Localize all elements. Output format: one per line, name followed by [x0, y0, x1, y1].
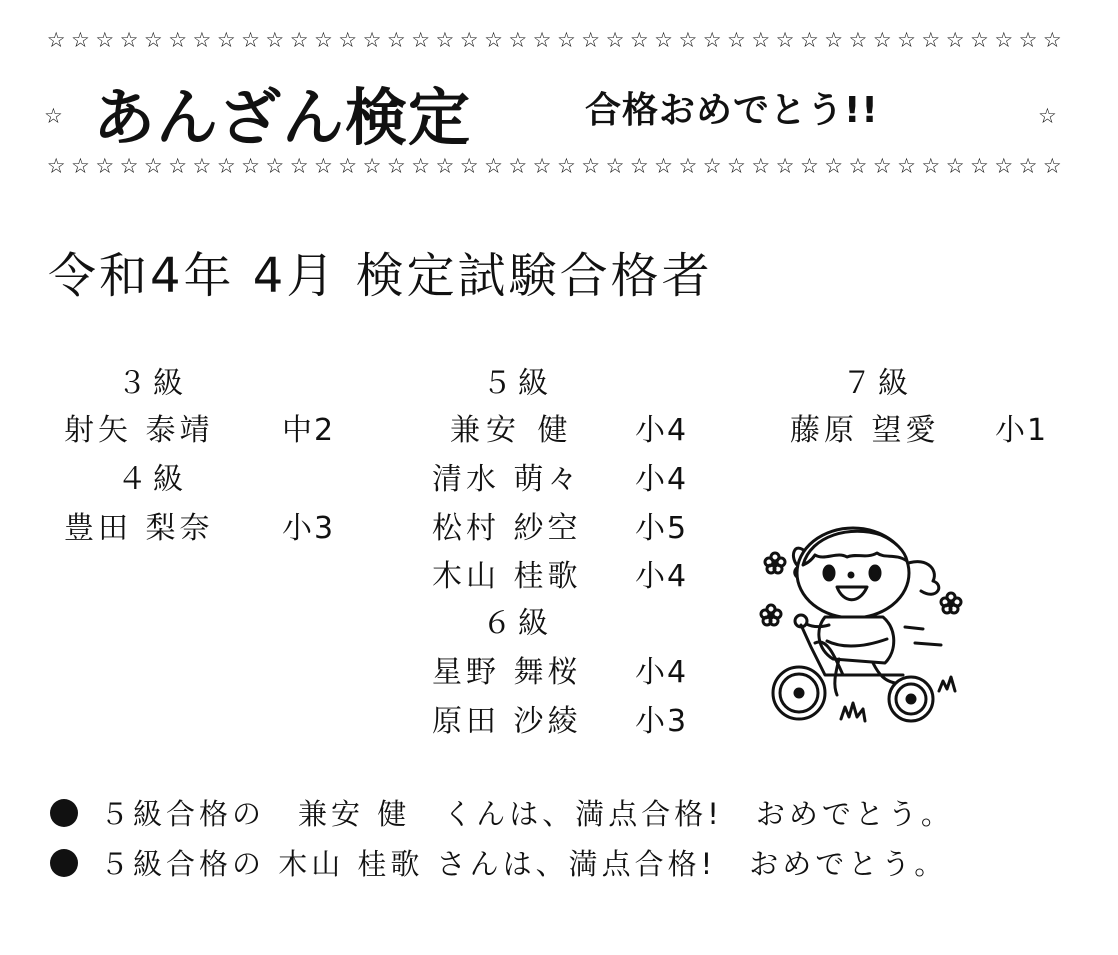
list-item [432, 503, 688, 547]
star-icon: ☆ [532, 28, 552, 52]
person-school: 小5 [635, 511, 689, 546]
top-star-border [44, 28, 1064, 52]
star-icon: ☆ [192, 28, 212, 52]
bottom-star-border [44, 154, 1064, 178]
note-text: ５級合格の 兼安 健 くんは、満点合格! おめでとう。 [100, 797, 954, 831]
star-icon: ☆ [314, 154, 333, 178]
star-icon: ☆ [411, 28, 431, 52]
star-icon: ☆ [994, 28, 1014, 52]
person-school: 小1 [995, 413, 1049, 448]
girl-tricycle-illustration [755, 525, 970, 730]
note-2 [50, 842, 947, 883]
star-icon: ☆ [799, 28, 819, 52]
left-star: ☆ [44, 104, 63, 128]
person-name: 原田 沙綾 [432, 704, 582, 739]
person-name: 松村 紗空 [432, 511, 582, 546]
star-icon: ☆ [678, 154, 698, 178]
star-icon: ☆ [945, 28, 965, 52]
grade-label: ７級 [842, 366, 914, 401]
star-icon: ☆ [459, 154, 479, 178]
star-icon: ☆ [654, 154, 673, 178]
grade-label: ３級 [117, 366, 189, 401]
star-icon: ☆ [897, 154, 916, 178]
star-icon: ☆ [556, 28, 576, 52]
star-icon: ☆ [289, 28, 309, 52]
banner-subtitle: 合格おめでとう!! [585, 90, 879, 131]
star-icon: ☆ [970, 154, 989, 178]
star-icon: ☆ [1042, 154, 1062, 178]
star-icon: ☆ [872, 154, 892, 178]
star-icon: ☆ [824, 154, 844, 178]
star-icon: ☆ [484, 28, 503, 52]
star-icon: ☆ [848, 28, 868, 52]
bullet-icon [50, 799, 78, 827]
star-icon: ☆ [556, 154, 576, 178]
star-icon: ☆ [970, 28, 989, 52]
star-icon: ☆ [95, 154, 115, 178]
star-icon: ☆ [605, 28, 625, 52]
list-item [432, 647, 688, 691]
star-icon: ☆ [435, 28, 455, 52]
star-icon: ☆ [1042, 28, 1062, 52]
star-icon: ☆ [775, 154, 795, 178]
banner-title: あんざん検定 [93, 81, 472, 154]
star-icon: ☆ [265, 28, 285, 52]
list-item [64, 405, 335, 449]
flower-icon [761, 605, 781, 625]
star-icon: ☆ [1018, 28, 1038, 52]
list-item [450, 405, 688, 449]
star-icon: ☆ [71, 154, 90, 178]
person-name: 星野 舞桜 [432, 655, 582, 690]
star-icon: ☆ [386, 28, 406, 52]
grade-label: ６級 [482, 606, 554, 641]
star-icon: ☆ [362, 28, 382, 52]
list-item [64, 503, 335, 547]
person-name: 木山 桂歌 [432, 559, 582, 594]
person-name: 藤原 望愛 [790, 413, 940, 448]
star-icon: ☆ [241, 28, 260, 52]
list-item [790, 405, 1048, 449]
star-icon: ☆ [775, 28, 795, 52]
star-icon: ☆ [702, 28, 722, 52]
person-name: 清水 萌々 [432, 462, 582, 497]
list-item [432, 454, 688, 498]
star-icon: ☆ [143, 28, 163, 52]
star-icon: ☆ [216, 28, 236, 52]
star-icon: ☆ [508, 154, 528, 178]
star-icon: ☆ [386, 154, 406, 178]
star-icon: ☆ [897, 28, 916, 52]
star-icon: ☆ [727, 154, 746, 178]
star-icon: ☆ [46, 154, 66, 178]
star-icon: ☆ [581, 28, 601, 52]
star-icon: ☆ [921, 154, 941, 178]
grade-label: ５級 [482, 366, 554, 401]
star-icon: ☆ [872, 28, 892, 52]
star-icon: ☆ [95, 28, 115, 52]
star-icon: ☆ [654, 28, 673, 52]
star-icon: ☆ [411, 154, 431, 178]
star-icon: ☆ [994, 154, 1014, 178]
star-icon: ☆ [848, 154, 868, 178]
star-icon: ☆ [678, 28, 698, 52]
star-icon: ☆ [71, 28, 90, 52]
person-school: 小4 [635, 413, 689, 448]
star-icon: ☆ [168, 154, 188, 178]
star-icon: ☆ [168, 28, 188, 52]
note-text: ５級合格の 木山 桂歌 さんは、満点合格! おめでとう。 [100, 847, 948, 881]
star-icon: ☆ [46, 28, 66, 52]
person-school: 中2 [282, 413, 336, 448]
star-icon: ☆ [702, 154, 722, 178]
person-school: 小3 [282, 511, 336, 546]
star-icon: ☆ [751, 154, 771, 178]
star-icon: ☆ [1018, 154, 1038, 178]
list-item [432, 551, 688, 595]
star-icon: ☆ [119, 154, 139, 178]
grade-label: ４級 [117, 462, 189, 497]
person-name: 射矢 泰靖 [64, 413, 214, 448]
star-icon: ☆ [289, 154, 309, 178]
star-icon: ☆ [799, 154, 819, 178]
star-icon: ☆ [727, 28, 746, 52]
star-icon: ☆ [605, 154, 625, 178]
star-icon: ☆ [824, 28, 844, 52]
list-item [432, 696, 688, 740]
star-icon: ☆ [338, 154, 358, 178]
star-icon: ☆ [484, 154, 503, 178]
star-icon: ☆ [751, 28, 771, 52]
page-heading: 令和4年 4月 検定試験合格者 [48, 248, 713, 304]
person-school: 小4 [635, 559, 689, 594]
star-icon: ☆ [629, 154, 649, 178]
flower-icon [941, 593, 961, 613]
star-icon: ☆ [459, 28, 479, 52]
note-1 [50, 792, 954, 833]
star-icon: ☆ [581, 154, 601, 178]
star-icon: ☆ [314, 28, 333, 52]
star-icon: ☆ [629, 28, 649, 52]
right-star: ☆ [1038, 104, 1057, 128]
star-icon: ☆ [945, 154, 965, 178]
star-icon: ☆ [216, 154, 236, 178]
star-icon: ☆ [362, 154, 382, 178]
person-name: 豊田 梨奈 [64, 511, 214, 546]
person-school: 小3 [635, 704, 689, 739]
star-icon: ☆ [192, 154, 212, 178]
star-icon: ☆ [338, 28, 358, 52]
person-school: 小4 [635, 462, 689, 497]
star-icon: ☆ [241, 154, 260, 178]
person-name: 兼安 健 [450, 413, 574, 448]
bullet-icon [50, 849, 78, 877]
star-icon: ☆ [435, 154, 455, 178]
star-icon: ☆ [508, 28, 528, 52]
flower-icon [765, 553, 785, 573]
person-school: 小4 [635, 655, 689, 690]
star-icon: ☆ [143, 154, 163, 178]
star-icon: ☆ [265, 154, 285, 178]
star-icon: ☆ [921, 28, 941, 52]
star-icon: ☆ [119, 28, 139, 52]
star-icon: ☆ [532, 154, 552, 178]
